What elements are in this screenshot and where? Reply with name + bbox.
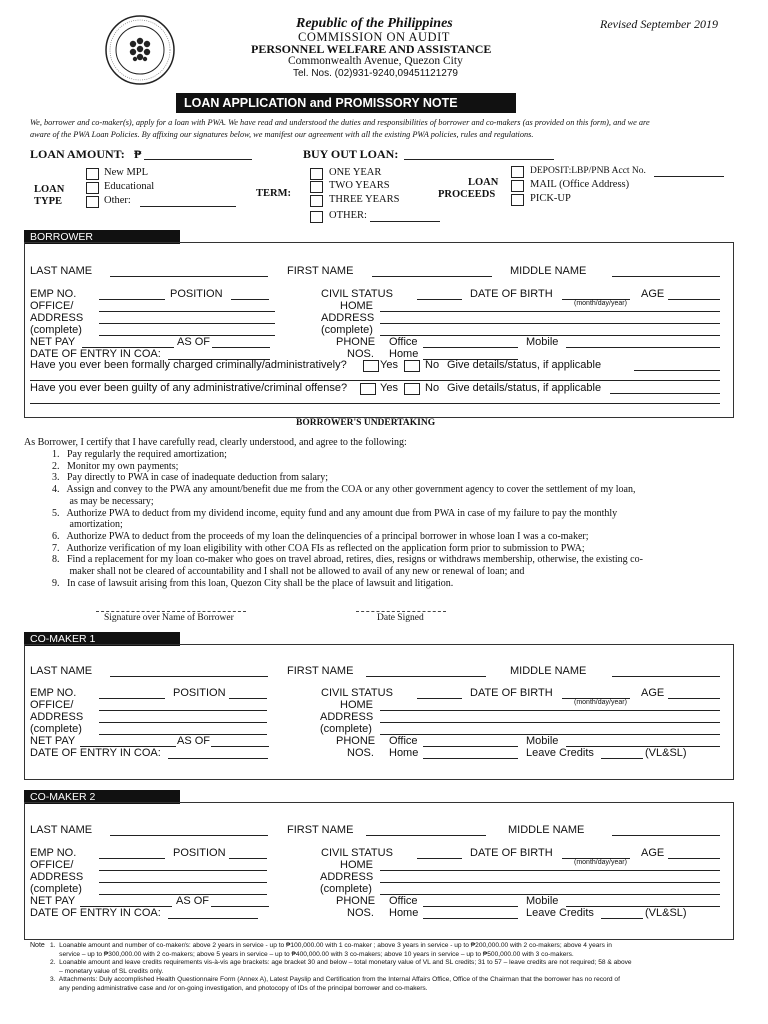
note-line: service – up to ₱300,000.00 with 2 co-makers; above 5 years in service – up to ₱400,000.00 with 3 co-makers; above 10 years in service – up to ₱500,000.00 with 3 co-makers. [50,950,574,958]
comaker2-home-label: HOME [340,859,373,871]
agency-name: COMMISSION ON AUDIT [298,30,450,44]
proceeds-label-1: LOAN [468,177,499,188]
checkbox-other-term[interactable] [310,211,323,223]
comaker2-civil-status-label: CIVIL STATUS [321,847,393,859]
comaker2-leave-field[interactable] [601,918,643,919]
comaker2-dob-hint: (month/day/year) [574,859,627,866]
comaker2-last-name-field[interactable] [110,835,268,836]
comaker1-middle-name-label: MIDDLE NAME [510,665,587,677]
note-line: 3. Attachments: Duly accomplished Health Questionnaire Form (Annex A), Latest Payslip and Certification from the Internal Affairs Office, Office of the Chairman that the borrower has no record of [50,976,620,983]
comaker1-last-name-label: LAST NAME [30,665,93,677]
other-type-field[interactable] [140,206,236,207]
comaker2-first-name-label: FIRST NAME [287,824,354,836]
comaker2-position-label: POSITION [173,847,226,859]
comaker1-emp-no-label: EMP NO. [30,687,77,699]
comaker2-emp-no-label: EMP NO. [30,847,77,859]
loan-amount-label: LOAN AMOUNT: [30,147,125,161]
comaker2-phone-home-label: Home [389,907,419,919]
undertaking-item: 6. Authorize PWA to deduct from the proceeds of my loan the delinquencies of a principal borrower in whose loan I was a co-maker; [52,530,589,542]
checkbox-charged-yes[interactable] [363,360,379,372]
proceeds-mail: MAIL (Office Address) [530,179,630,190]
comaker2-home-complete-label: (complete) [320,883,372,895]
checkbox-deposit[interactable] [511,166,524,178]
comaker2-leave-label: Leave Credits [526,907,594,919]
undertaking-item: amortization; [52,519,123,531]
checkbox-three-years[interactable] [310,195,323,207]
borrower-nos-label: NOS. [347,348,374,360]
comaker1-civil-status-field[interactable] [417,698,462,699]
comaker1-leave-label: Leave Credits [526,747,594,759]
checkbox-one-year[interactable] [310,168,323,180]
borrower-age-field[interactable] [668,299,720,300]
borrower-emp-no-field[interactable] [99,299,165,300]
checkbox-guilty-yes[interactable] [360,383,376,395]
comaker2-phone-office-field[interactable] [423,906,518,907]
guilty-details-label: Give details/status, if applicable [447,382,602,394]
borrower-section-label: BORROWER [24,230,180,244]
comaker1-leave-field[interactable] [601,758,643,759]
borrower-home-address-field-2[interactable] [380,323,720,324]
comaker2-middle-name-label: MIDDLE NAME [508,824,585,836]
comaker1-date-entry-field[interactable] [168,758,268,759]
note-line: 2. Loanable amount and leave credits requirements vis-à-vis age brackets: age bracket 30 and below – total monetary value of VL and SL credits; 31 to 57 – leave credits are not required; 58 & above [50,959,632,966]
term-other: OTHER: [329,210,367,221]
comaker1-section-label: CO-MAKER 1 [24,632,180,646]
checkbox-other-type[interactable] [86,196,99,208]
deposit-account-field[interactable] [654,176,724,177]
borrower-last-name-field[interactable] [110,276,268,277]
checkbox-mail[interactable] [511,180,524,192]
comaker1-age-label: AGE [641,687,665,699]
office-telephone: Tel. Nos. (02)931-9240,09451121279 [293,68,458,79]
undertaking-item: 8. Find a replacement for my loan co-maker who goes on travel abroad, retires, dies, resigns or withdraws membership, otherwise, the existing co- [52,554,643,566]
term-label: TERM: [256,188,291,199]
comaker2-phone-label: PHONE [336,895,376,907]
comaker1-office-address-field-2[interactable] [99,722,267,723]
charged-details-field-2[interactable] [30,380,720,381]
borrower-dob-hint: (month/day/year) [574,300,627,307]
comaker2-section [24,802,734,940]
undertaking-item: 1. Pay regularly the required amortization; [52,449,227,460]
coa-seal [104,14,176,86]
comaker2-office-address-label: ADDRESS [30,871,84,883]
comaker2-last-name-label: LAST NAME [30,824,93,836]
comaker1-net-pay-label: NET PAY [30,735,76,747]
term-two-years: TWO YEARS [329,180,390,191]
office-name: PERSONNEL WELFARE AND ASSISTANCE [251,42,492,56]
undertaking-item: 9. In case of lawsuit arising from this loan, Quezon City shall be the place of lawsuit and litigation. [52,577,454,589]
undertaking-title: BORROWER'S UNDERTAKING [296,418,436,428]
borrower-middle-name-field[interactable] [612,276,720,277]
borrower-mobile-label: Mobile [526,336,559,348]
comaker1-phone-office-label: Office [389,735,418,747]
guilty-no-label: No [425,382,440,394]
borrower-as-of-label: AS OF [177,336,211,348]
borrower-question-charged: Have you ever been formally charged criminally/administratively? [30,359,347,371]
undertaking-item: 2. Monitor my own payments; [52,460,179,472]
loan-type-label-1: LOAN [34,184,65,195]
comaker2-position-field[interactable] [229,858,267,859]
date-signed-label: Date Signed [377,613,424,623]
comaker2-phone-home-field[interactable] [423,918,518,919]
borrower-position-field[interactable] [231,299,269,300]
comaker1-section [24,644,734,780]
guilty-yes-label: Yes [380,382,398,394]
comaker1-position-label: POSITION [173,687,226,699]
comaker2-first-name-field[interactable] [366,835,486,836]
borrower-age-label: AGE [641,288,665,300]
comaker1-office-address-field-1[interactable] [99,710,267,711]
borrower-civil-status-field[interactable] [417,299,462,300]
buyout-loan-field[interactable] [404,159,554,160]
borrower-office-address-field-1[interactable] [99,311,275,312]
comaker1-dob-label: DATE OF BIRTH [470,687,553,699]
comaker2-date-entry-field[interactable] [168,918,258,919]
comaker2-emp-no-field[interactable] [99,858,165,859]
note-label: Note [30,942,45,949]
borrower-net-pay-label: NET PAY [30,336,76,348]
borrower-phone-label: PHONE [336,336,376,348]
charged-no-label: No [425,359,440,371]
borrower-phone-office-field[interactable] [423,347,518,348]
comaker1-home-address-field-1[interactable] [380,710,720,711]
borrower-phone-office-label: Office [389,336,418,348]
comaker1-office-complete-label: (complete) [30,723,82,735]
other-term-field[interactable] [370,221,440,222]
note-line: – monetary value of SL credits only. [50,967,164,975]
comaker2-home-address-field-1[interactable] [380,870,720,871]
note-list [50,942,632,993]
comaker1-phone-home-field[interactable] [423,758,518,759]
term-one-year: ONE YEAR [329,167,382,178]
comaker1-emp-no-field[interactable] [99,698,165,699]
guilty-details-field[interactable] [610,393,720,394]
comaker1-phone-home-label: Home [389,747,419,759]
comaker1-phone-label: PHONE [336,735,376,747]
term-three-years: THREE YEARS [329,194,400,205]
checkbox-pickup[interactable] [511,194,524,206]
comaker2-section-label: CO-MAKER 2 [24,790,180,804]
comaker2-civil-status-field[interactable] [417,858,462,859]
borrower-dob-label: DATE OF BIRTH [470,288,553,300]
borrower-signature-label: Signature over Name of Borrower [104,613,234,623]
comaker1-first-name-label: FIRST NAME [287,665,354,677]
comaker2-home-address-label: ADDRESS [320,871,374,883]
proceeds-label-2: PROCEEDS [438,189,496,200]
peso-sign: ₱ [134,147,142,161]
comaker1-dob-hint: (month/day/year) [574,699,627,706]
comaker2-vlsl-label: (VL&SL) [645,907,687,919]
comaker2-nos-label: NOS. [347,907,374,919]
comaker1-home-address-field-2[interactable] [380,722,720,723]
undertaking-item: as may be necessary; [52,495,154,507]
comaker1-mobile-label: Mobile [526,735,559,747]
comaker2-office-address-field-2[interactable] [99,882,267,883]
type-new-mpl: New MPL [104,167,149,178]
comaker1-home-label: HOME [340,699,373,711]
guilty-details-field-2[interactable] [30,403,720,404]
charged-yes-label: Yes [380,359,398,371]
checkbox-two-years[interactable] [310,181,323,193]
comaker1-as-of-field[interactable] [211,746,269,747]
charged-details-label: Give details/status, if applicable [447,359,602,371]
office-address: Commonwealth Avenue, Quezon City [288,55,463,67]
note-line: 1. Loanable amount and number of co-maker/s: above 2 years in service - up to ₱100,000.00 with 1 co-maker ; above 3 years in service - up to ₱200,000.00 with 2 co-makers; above 4 years in [50,942,612,949]
comaker2-office-complete-label: (complete) [30,883,82,895]
borrower-middle-name-label: MIDDLE NAME [510,265,587,277]
comaker2-middle-name-field[interactable] [612,835,720,836]
type-other: Other: [104,195,131,206]
comaker1-last-name-field[interactable] [110,676,268,677]
comaker2-age-label: AGE [641,847,665,859]
borrower-first-name-field[interactable] [372,276,492,277]
checkbox-charged-no[interactable] [404,360,420,372]
checkbox-educational[interactable] [86,182,99,194]
comaker1-home-address-label: ADDRESS [320,711,374,723]
borrower-home-address-label: ADDRESS [321,312,375,324]
checkbox-guilty-no[interactable] [404,383,420,395]
borrower-mobile-field[interactable] [566,347,720,348]
republic-heading: Republic of the Philippines [296,16,453,31]
comaker1-first-name-field[interactable] [366,676,486,677]
type-educational: Educational [104,181,155,192]
checkbox-new-mpl[interactable] [86,168,99,180]
comaker1-date-entry-label: DATE OF ENTRY IN COA: [30,747,161,759]
comaker2-net-pay-label: NET PAY [30,895,76,907]
intro-line-1: We, borrower and co-maker(s), apply for a loan with PWA. We have read and understood the duties and responsibilities of borrower and co-makers (as provided on this form), and we are [30,118,650,127]
comaker1-office-address-label: ADDRESS [30,711,84,723]
borrower-last-name-label: LAST NAME [30,265,93,277]
borrower-office-address-field-2[interactable] [99,323,275,324]
form-title: LOAN APPLICATION and PROMISSORY NOTE [184,96,458,110]
revised-date: Revised September 2019 [600,17,718,31]
borrower-office-complete-label: (complete) [30,324,82,336]
borrower-phone-home-label: Home [389,348,419,360]
borrower-civil-status-label: CIVIL STATUS [321,288,393,300]
comaker2-date-entry-label: DATE OF ENTRY IN COA: [30,907,161,919]
comaker2-as-of-label: AS OF [176,895,210,907]
borrower-home-label: HOME [340,300,373,312]
comaker1-vlsl-label: (VL&SL) [645,747,687,759]
comaker2-mobile-label: Mobile [526,895,559,907]
comaker1-as-of-label: AS OF [177,735,211,747]
comaker1-phone-office-field[interactable] [423,746,518,747]
comaker1-position-field[interactable] [229,698,267,699]
undertaking-item: 7. Authorize verification of my loan eligibility with other COA FIs as reflected on the application form prior to submission to PWA; [52,542,585,554]
comaker2-home-address-field-2[interactable] [380,882,720,883]
comaker1-middle-name-field[interactable] [612,676,720,677]
comaker1-age-field[interactable] [668,698,720,699]
borrower-emp-no-label: EMP NO. [30,288,77,300]
comaker1-nos-label: NOS. [347,747,374,759]
intro-line-2: aware of the PWA Loan Policies. By affixing our signatures below, we manifest our agreement with all the existing PWA policies, rules and regulations. [30,130,534,139]
undertaking-list [52,449,643,589]
borrower-home-complete-label: (complete) [321,324,373,336]
borrower-home-address-field-1[interactable] [380,311,720,312]
buyout-loan-label: BUY OUT LOAN: [303,147,399,161]
comaker2-as-of-field[interactable] [211,906,269,907]
loan-amount-field[interactable] [144,159,252,160]
date-signed-field[interactable] [356,611,446,612]
comaker2-age-field[interactable] [668,858,720,859]
comaker1-home-complete-label: (complete) [320,723,372,735]
comaker2-dob-label: DATE OF BIRTH [470,847,553,859]
borrower-position-label: POSITION [170,288,223,300]
comaker1-office-label: OFFICE/ [30,699,74,711]
undertaking-item: 3. Pay directly to PWA in case of inadequate deduction from salary; [52,472,329,484]
undertaking-item: 5. Authorize PWA to deduct from my dividend income, equity fund and any amount due from PWA in case of my failure to pay the monthly [52,507,618,519]
borrower-signature-field[interactable] [96,611,246,612]
borrower-office-label: OFFICE/ [30,300,74,312]
borrower-date-entry-label: DATE OF ENTRY IN COA: [30,348,161,360]
undertaking-item: maker shall not be cleared of accountability and I shall not be allowed to avail of any new or renewal of loan; and [52,566,525,578]
borrower-as-of-field[interactable] [212,347,270,348]
undertaking-intro: As Borrower, I certify that I have carefully read, clearly understood, and agree to the following: [24,437,407,448]
proceeds-pickup: PICK-UP [530,193,571,204]
comaker2-phone-office-label: Office [389,895,418,907]
undertaking-item: 4. Assign and convey to the PWA any amount/benefit due me from the COA or any other government agency to cover the settlement of my loan, [52,484,636,496]
comaker1-civil-status-label: CIVIL STATUS [321,687,393,699]
note-line: any pending administrative case and /or on-going investigation, and photocopy of IDs of the principal borrower and co-makers. [50,984,428,992]
comaker2-office-address-field-1[interactable] [99,870,267,871]
proceeds-deposit: DEPOSIT:LBP/PNB Acct No. [530,166,646,176]
borrower-question-guilty: Have you ever been guilty of any administrative/criminal offense? [30,382,348,394]
borrower-first-name-label: FIRST NAME [287,265,354,277]
borrower-office-address-label: ADDRESS [30,312,84,324]
loan-type-label-2: TYPE [34,196,63,207]
comaker2-office-label: OFFICE/ [30,859,74,871]
charged-details-field[interactable] [634,370,720,371]
